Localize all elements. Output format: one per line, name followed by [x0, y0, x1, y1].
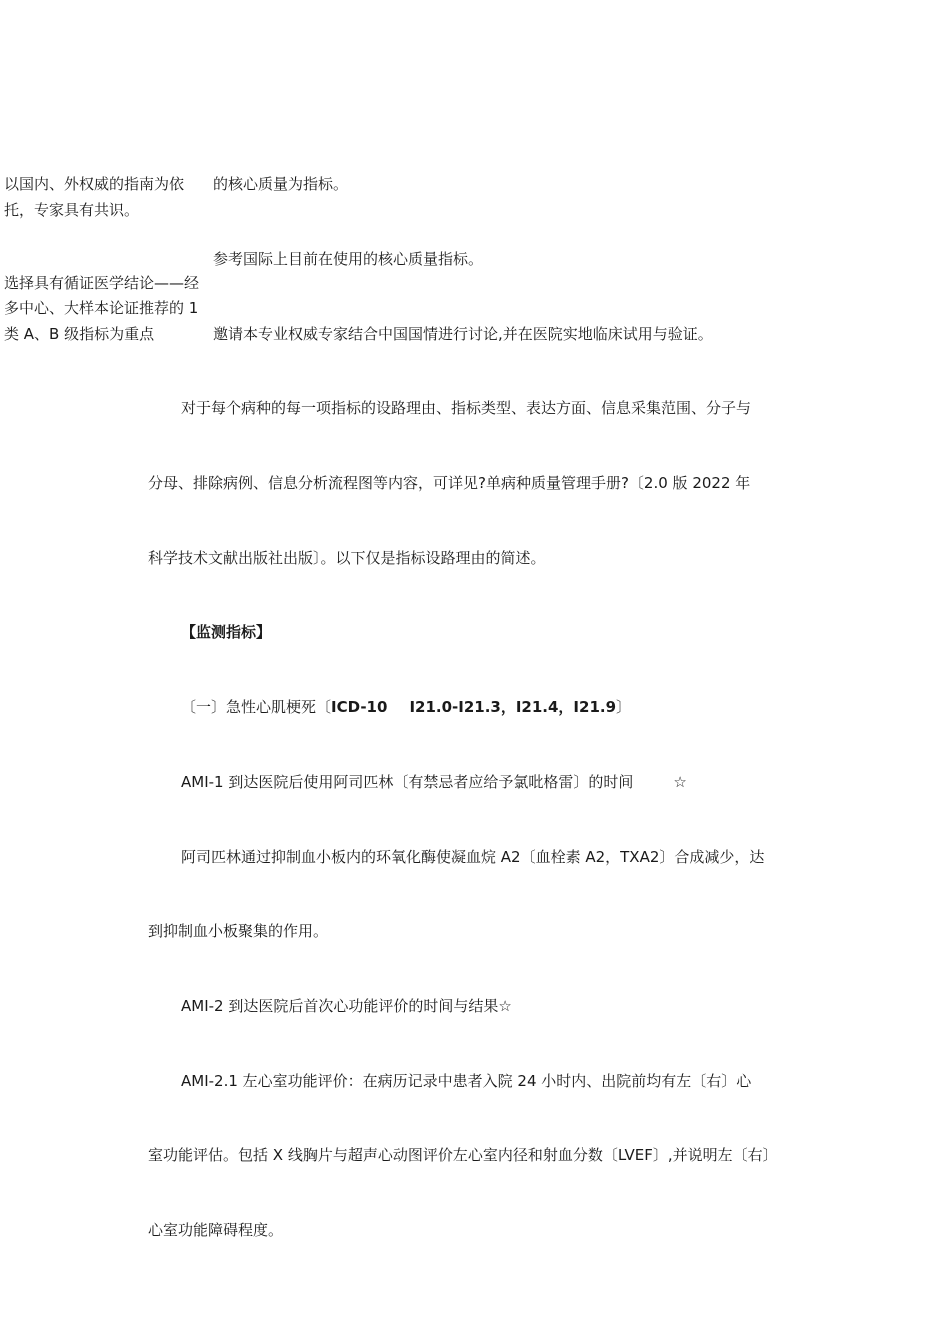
text-line: 选择具有循证医学结论——经 [4, 274, 200, 292]
paragraph-line: 分母、排除病例、信息分析流程图等内容，可详见?单病种质量管理手册?〔2.0 版 2022 年 [148, 474, 751, 492]
icd-range: I21.0-I21.3，I21.4，I21.9 [409, 698, 617, 716]
paragraph-line: 心室功能障碍程度。 [148, 1221, 284, 1239]
disease-suffix: 〕 [616, 698, 632, 716]
disease-prefix: 〔一〕急性心肌梗死〔 [181, 698, 332, 716]
paragraph-line: 阿司匹林通过抑制血小板内的环氧化酶使凝血烷 A2〔血栓素 A2，TXA2〕合成减少，达 [181, 848, 765, 866]
disease-heading [181, 697, 631, 717]
top-right-line-3: 邀请本专业权威专家结合中国国情进行讨论,并在医院实地临床试用与验证。 [213, 325, 713, 343]
ami1-title-text: AMI-1 到达医院后使用阿司匹林〔有禁忌者应给予氯吡格雷〕的时间 [181, 773, 634, 791]
ami2-title: AMI-2 到达医院后首次心功能评价的时间与结果☆ [181, 997, 512, 1015]
icd-code: ICD-10 [331, 698, 388, 716]
paragraph-line: 科学技术文献出版社出版〕。以下仅是指标设路理由的简述。 [148, 549, 546, 567]
paragraph-line: 到抑制血小板聚集的作用。 [148, 922, 329, 940]
paragraph-line: AMI-2.1 左心室功能评价：在病历记录中患者入院 24 小时内、出院前均有左〔右〕心 [181, 1072, 752, 1090]
section-heading: 【监测指标】 [181, 623, 272, 641]
text-line: 托，专家具有共识。 [4, 201, 140, 219]
text-line: 类 A、B 级指标为重点 [4, 325, 155, 343]
star-icon: ☆ [673, 773, 687, 791]
paragraph-line: 对于每个病种的每一项指标的设路理由、指标类型、表达方面、信息采集范围、分子与 [181, 399, 752, 417]
top-right-line-1: 的核心质量为指标。 [213, 175, 349, 193]
text-line: 以国内、外权威的指南为依 [4, 175, 185, 193]
top-right-line-2: 参考国际上目前在使用的核心质量指标。 [213, 250, 484, 268]
paragraph-line: 室功能评估。包括 X 线胸片与超声心动图评价左心室内径和射血分数〔LVEF〕,并说明左〔右〕 [148, 1146, 778, 1164]
ami1-title [181, 772, 687, 792]
text-line: 多中心、大样本论证推荐的 1 [4, 299, 199, 317]
